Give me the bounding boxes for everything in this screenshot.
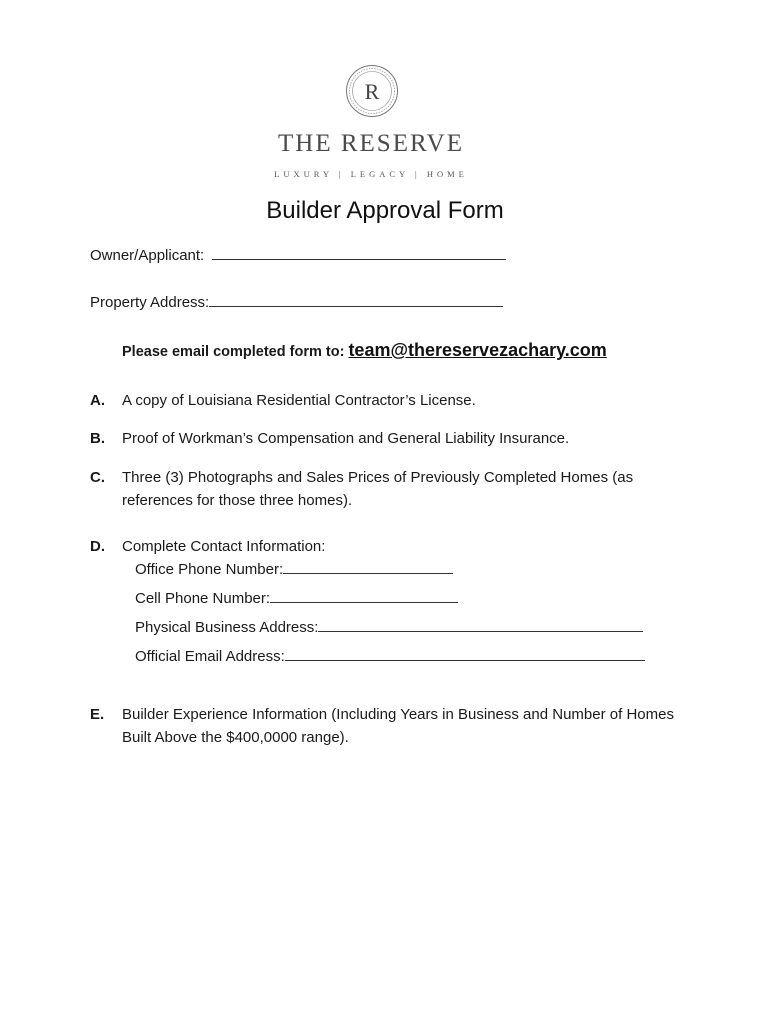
owner-applicant-field (90, 247, 506, 264)
brand-tagline: LUXURY | LEGACY | HOME (274, 169, 468, 179)
monogram-logo (345, 64, 399, 118)
list-item-a (90, 389, 690, 412)
property-address-field (90, 294, 503, 311)
office-phone-blank[interactable] (283, 561, 453, 574)
office-phone-label: Office Phone Number: (135, 561, 284, 578)
business-address-label: Physical Business Address: (135, 619, 319, 636)
email-link[interactable]: team@thereservezachary.com (348, 340, 607, 360)
form-title: Builder Approval Form (266, 197, 504, 224)
list-item-letter: B. (90, 430, 105, 447)
property-address-blank[interactable] (209, 294, 503, 307)
brand-name: THE RESERVE (278, 130, 464, 157)
list-item-b (90, 427, 690, 450)
owner-applicant-label: Owner/Applicant: (90, 247, 205, 264)
property-address-label: Property Address: (90, 294, 210, 311)
list-item-letter: D. (90, 538, 105, 555)
list-item-text: A copy of Louisiana Residential Contractor’s License. (122, 392, 476, 409)
cell-phone-blank[interactable] (270, 590, 458, 603)
business-address-blank[interactable] (318, 619, 643, 632)
list-item-e (90, 703, 700, 749)
office-phone-field (135, 561, 453, 578)
list-item-text: Complete Contact Information: (122, 538, 326, 555)
list-item-letter: E. (90, 706, 105, 723)
monogram-letter: R (364, 79, 380, 104)
official-email-blank[interactable] (285, 648, 645, 661)
list-item-letter: A. (90, 392, 105, 409)
email-instruction-label: Please email completed form to: (122, 344, 345, 360)
cell-phone-field (135, 590, 458, 607)
owner-applicant-blank[interactable] (212, 247, 506, 260)
list-item-text: Three (3) Photographs and Sales Prices of Previously Completed Homes (as references for those three homes). (122, 469, 634, 509)
email-instruction (122, 340, 607, 361)
list-item-text: Builder Experience Information (Including Years in Business and Number of Homes Built Above the $400,0000 range). (122, 706, 674, 746)
cell-phone-label: Cell Phone Number: (135, 590, 271, 607)
list-item-c (90, 466, 700, 512)
official-email-label: Official Email Address: (135, 648, 285, 665)
list-item-d (90, 535, 690, 558)
official-email-field (135, 648, 645, 665)
list-item-letter: C. (90, 469, 105, 486)
list-item-text: Proof of Workman’s Compensation and General Liability Insurance. (122, 430, 570, 447)
business-address-field (135, 619, 643, 636)
